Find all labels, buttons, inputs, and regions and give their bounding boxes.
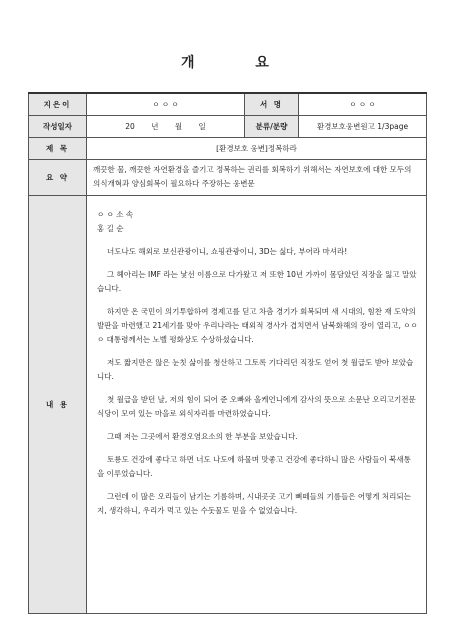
category-label: 분류/분량 [245,115,299,137]
summary-row [29,159,427,195]
content-row [29,195,427,613]
paragraph: 첫 월급을 받던 날, 저의 힘이 되어 준 오빠와 올케언니에게 감사의 뜻으로 소문난 오리고기전문식당이 모여 있는 마을로 외식자리를 마련하였습니다. [97,394,416,418]
content-body [87,195,427,613]
category-value: 환경보호웅변원고 1/3page [299,115,427,137]
summary-form [28,92,427,614]
summary-label: 요 약 [29,159,87,195]
content-label: 내 용 [29,195,87,613]
subject-label: 제 목 [29,137,87,159]
paragraph: 저도 짧지만은 않은 눈칫 삶이를 청산하고 그토록 기다리던 직장도 얻어 첫 월급도 받아 보았습니다. [97,357,414,381]
content-affiliation: ㅇ ㅇ 소 속 [97,209,134,219]
paragraph: 그때 저는 그곳에서 환경오염요소의 한 부분을 보았습니다. [107,431,298,441]
author-label: 지은이 [29,93,87,115]
date-label: 작성일자 [29,115,87,137]
author-row [29,93,427,115]
subject-value: [환경보호 웅변]정복하라 [87,137,427,159]
date-row [29,115,427,137]
signature-value: ㅇ ㅇ ㅇ [299,93,427,115]
paragraph: 그 헤아리는 IMF 라는 낯선 이름으로 다가왔고 저 또한 10년 가까이 몸담았던 직장을 잃고 말았습니다. [97,269,417,293]
signature-label: 서 명 [245,93,299,115]
paragraph: 하지만 온 국민이 의기투합하여 경제고를 딛고 차츰 경기가 회복되며 새 시대의, 힘찬 재 도약의 발판을 마련했고 21세기를 맞아 우리나라는 태외적 경사가 겹치면서 남북화해의 장이 열리고, ㅇㅇㅇ 대통령께서는 노벨 평화상도 수상하셨습니다. [97,306,418,344]
page-title: 개 요 [181,55,297,71]
summary-text: 깨끗한 물, 깨끗한 자연환경을 즐기고 정복하는 권리를 회복하기 위해서는 자연보호에 대한 모두의 의식개혁과 양심회복이 필요하다 주장하는 웅변문 [87,159,427,195]
paragraph: 너도나도 해외로 보신관광이니, 쇼핑관광이니, 3D는 싫다, 부어라 마셔라! [107,246,348,256]
subject-row [29,137,427,159]
date-value: 20 년 월 일 [87,115,245,137]
paragraph: 토룡도 건강에 좋다고 하면 너도 나도에 하물며 맛좋고 건강에 좋다하니 많은 사람들이 북새통을 이루었습니다. [97,454,411,478]
author-value: ㅇ ㅇ ㅇ [87,93,245,115]
paragraph: 그런데 이 많은 오리들이 남기는 기름하며, 시내곳곳 고기 뼈떼들의 기름들은 어떻게 처리되는지, 생각하니, 우리가 먹고 있는 수돗물도 믿을 수 없었습니다. [97,491,411,515]
content-author: 홍 길 순 [97,223,124,233]
